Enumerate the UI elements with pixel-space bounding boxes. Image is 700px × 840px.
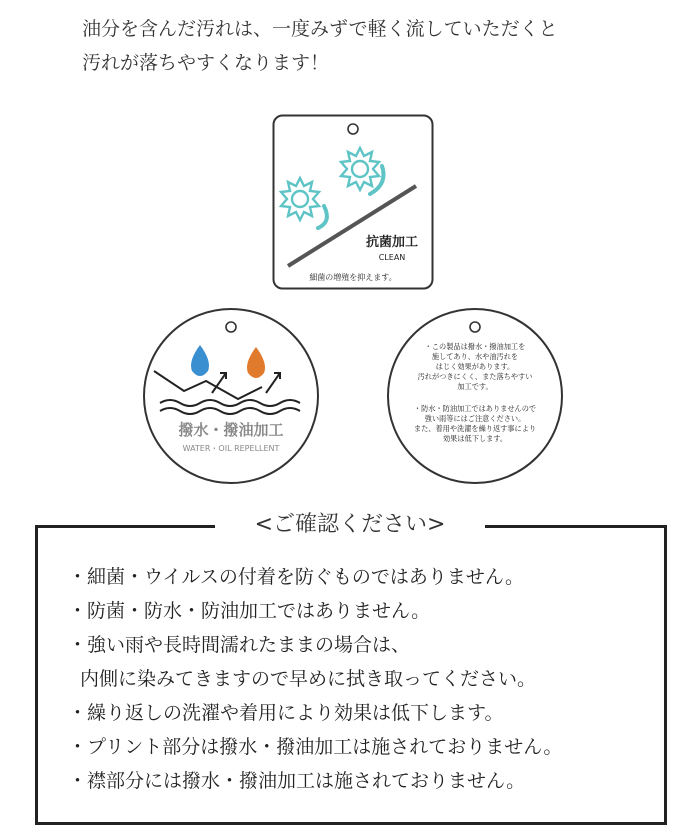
info-line-9: また、着用や洗濯を繰り返す事により bbox=[413, 424, 537, 433]
repellent-subtitle: WATER・OIL REPELLENT bbox=[182, 444, 280, 453]
antibacterial-subtitle: CLEAN bbox=[378, 253, 406, 262]
info-line-8: 強い雨等にはご注意ください。 bbox=[424, 414, 526, 423]
intro-text bbox=[82, 12, 682, 80]
info-line-1: ・この製品は撥水・撥油加工を bbox=[424, 342, 526, 351]
notice-item: ・プリント部分は撥水・撥油加工は施されておりません。 bbox=[68, 736, 563, 758]
repellent-title: 撥水・撥油加工 bbox=[178, 421, 284, 439]
notice-item-continued: 内側に染みてきますので早めに拭き取ってください。 bbox=[80, 668, 537, 690]
antibacterial-caption: 細菌の増殖を抑えます。 bbox=[309, 273, 397, 282]
notice-item: ・細菌・ウイルスの付着を防ぐものではありません。 bbox=[68, 566, 525, 588]
info-line-2: 施してあり、水や油汚れを bbox=[431, 352, 519, 361]
info-line-4: 汚れがつきにくく、また落ちやすい bbox=[417, 372, 533, 381]
notice-list bbox=[68, 560, 658, 798]
antibacterial-tag bbox=[272, 114, 434, 290]
info-line-10: 効果は低下します。 bbox=[442, 434, 508, 443]
info-tag bbox=[386, 307, 564, 485]
intro-line-2: 汚れが落ちやすくなります！ bbox=[82, 52, 330, 74]
info-line-5: 加工です。 bbox=[457, 382, 493, 391]
repellent-tag bbox=[142, 307, 320, 485]
notice-item: ・襟部分には撥水・撥油加工は施されておりません。 bbox=[68, 770, 526, 792]
intro-line-1: 油分を含んだ汚れは、一度みずで軽く流していただくと bbox=[82, 18, 558, 40]
antibacterial-title: 抗菌加工 bbox=[365, 235, 419, 250]
notice-item: ・強い雨や長時間濡れたままの場合は、 bbox=[68, 634, 411, 656]
info-line-7: ・防水・防油加工ではありませんので bbox=[413, 404, 537, 413]
notice-title: <ご確認ください> bbox=[215, 508, 485, 542]
notice-item: ・防菌・防水・防油加工ではありません。 bbox=[68, 600, 431, 622]
info-line-3: はじく効果があります。 bbox=[435, 362, 515, 371]
notice-item: ・繰り返しの洗濯や着用により効果は低下します。 bbox=[68, 702, 504, 724]
